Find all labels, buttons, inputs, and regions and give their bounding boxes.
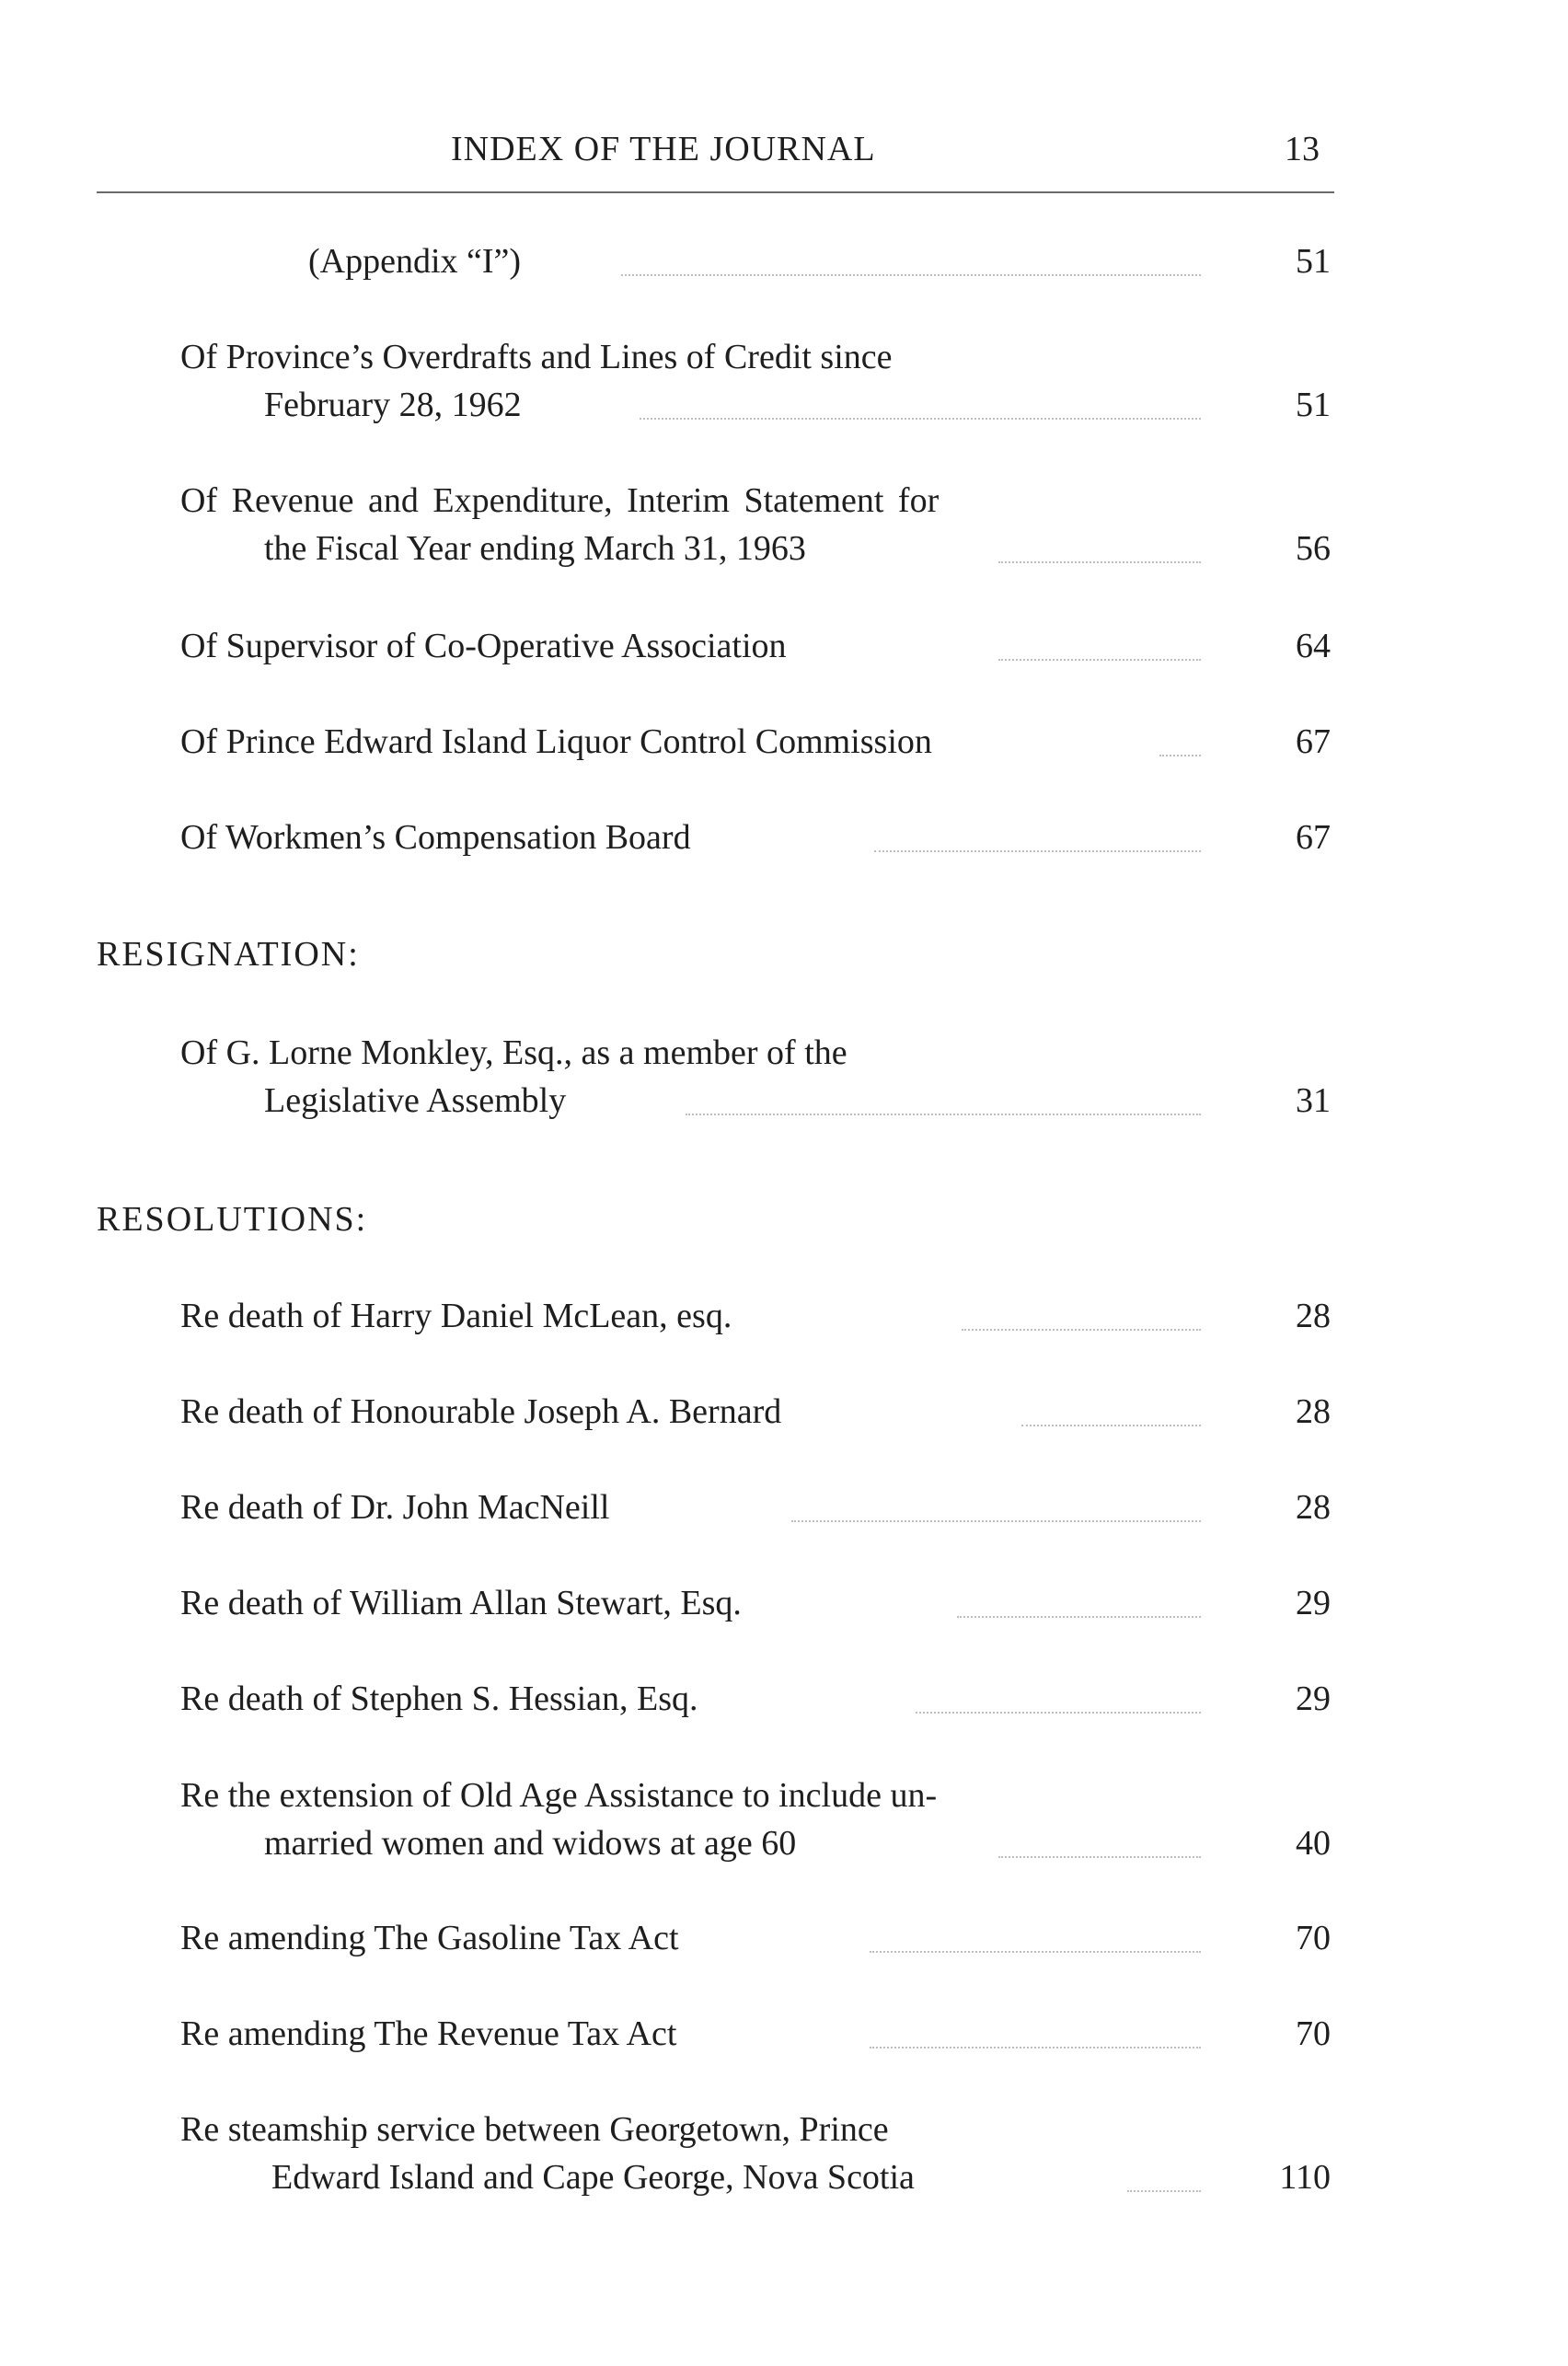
dot-leader — [640, 418, 1201, 420]
dot-leader — [998, 659, 1201, 661]
dot-leader — [957, 1616, 1201, 1618]
entry-page-number: 28 — [1296, 1488, 1331, 1527]
entry-page-number: 40 — [1296, 1824, 1331, 1863]
entry-page-number: 67 — [1296, 818, 1331, 857]
dot-leader — [1127, 2190, 1201, 2192]
entry-page-number: 29 — [1296, 1584, 1331, 1622]
entry-page-number: 31 — [1296, 1081, 1331, 1120]
entry-page-number: 51 — [1296, 386, 1331, 424]
dot-leader — [1021, 1425, 1201, 1426]
entry-text: Of Revenue and Expenditure, Interim Statement for — [180, 481, 940, 520]
entry-text: Of Province’s Overdrafts and Lines of Credit since — [180, 338, 893, 376]
entry-page-number: 70 — [1296, 1919, 1331, 1957]
dot-leader — [874, 850, 1201, 852]
entry-text: Of Prince Edward Island Liquor Control Commission — [180, 722, 932, 761]
dot-leader — [621, 274, 1201, 276]
entry-text: Re amending The Revenue Tax Act — [180, 2014, 677, 2053]
dot-leader — [870, 1951, 1201, 1953]
header-divider — [97, 191, 1334, 193]
entry-text: Re death of Dr. John MacNeill — [180, 1488, 610, 1527]
entry-text-continued: married women and widows at age 60 — [264, 1824, 797, 1863]
dot-leader — [870, 2047, 1201, 2049]
section-heading-resignation: RESIGNATION: — [97, 935, 360, 974]
entry-text: Re death of Harry Daniel McLean, esq. — [180, 1297, 732, 1335]
entry-page-number: 29 — [1296, 1679, 1331, 1718]
dot-leader — [1159, 755, 1201, 756]
entry-text-continued: Legislative Assembly — [264, 1081, 567, 1120]
entry-page-number: 67 — [1296, 722, 1331, 761]
entry-text: Re steamship service between Georgetown, Prince — [180, 2110, 889, 2149]
entry-page-number: 110 — [1279, 2158, 1331, 2197]
entry-text: (Appendix “I”) — [308, 242, 522, 281]
entry-text-continued: February 28, 1962 — [264, 386, 522, 424]
entry-text: Re death of Stephen S. Hessian, Esq. — [180, 1679, 698, 1718]
dot-leader — [962, 1329, 1201, 1331]
dot-leader — [998, 561, 1201, 563]
running-header — [0, 129, 1568, 184]
entry-page-number: 51 — [1296, 242, 1331, 281]
section-heading-resolutions: RESOLUTIONS: — [97, 1200, 368, 1239]
entry-text: Re amending The Gasoline Tax Act — [180, 1919, 679, 1957]
entry-text-continued: Edward Island and Cape George, Nova Scotia — [271, 2158, 915, 2197]
entry-page-number: 28 — [1296, 1297, 1331, 1335]
entry-text: Of G. Lorne Monkley, Esq., as a member of the — [180, 1033, 847, 1072]
entry-page-number: 28 — [1296, 1392, 1331, 1431]
entry-page-number: 64 — [1296, 627, 1331, 665]
page-number: 13 — [1285, 130, 1320, 168]
entry-text: Re the extension of Old Age Assistance to include un- — [180, 1776, 938, 1815]
dot-leader — [686, 1114, 1201, 1115]
entry-page-number: 56 — [1296, 529, 1331, 568]
dot-leader — [916, 1712, 1201, 1714]
entry-text-continued: the Fiscal Year ending March 31, 1963 — [264, 529, 806, 568]
entry-text: Re death of William Allan Stewart, Esq. — [180, 1584, 742, 1622]
entry-text: Of Supervisor of Co-Operative Association — [180, 627, 787, 665]
dot-leader — [998, 1856, 1201, 1858]
entry-text: Of Workmen’s Compensation Board — [180, 818, 691, 857]
dot-leader — [791, 1520, 1201, 1522]
entry-page-number: 70 — [1296, 2014, 1331, 2053]
running-header-title: INDEX OF THE JOURNAL — [451, 130, 876, 168]
entry-text: Re death of Honourable Joseph A. Bernard — [180, 1392, 782, 1431]
